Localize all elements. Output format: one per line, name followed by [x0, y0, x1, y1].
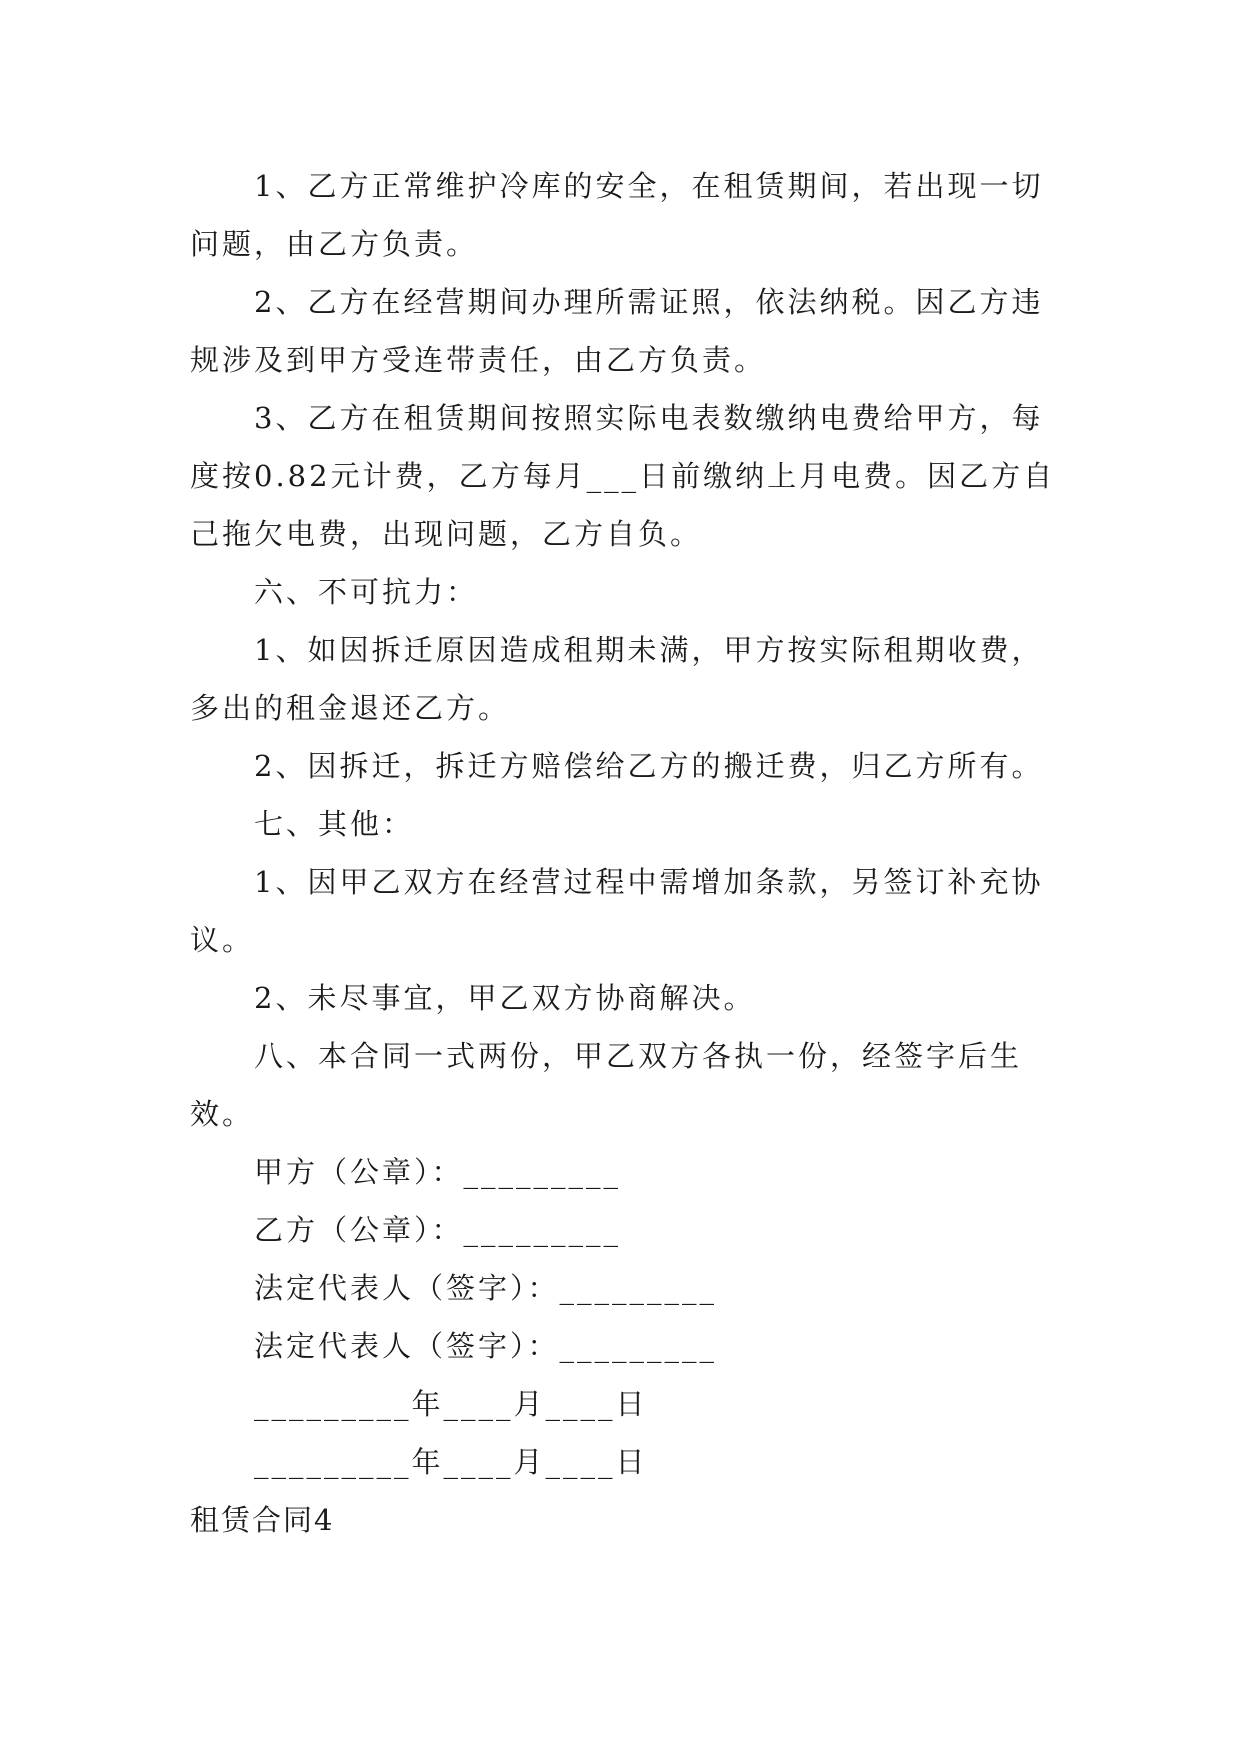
section-heading-copies: 八、本合同一式两份，甲乙双方各执一份，经签字后生效。 [190, 1039, 1023, 1131]
clause-licenses-tax: 2、乙方在经营期间办理所需证照，依法纳税。因乙方违规涉及到甲方受连带责任，由乙方负责。 [190, 285, 1044, 377]
signature-date-a: _________年____月____日 [254, 1387, 648, 1421]
signature-date-b: _________年____月____日 [254, 1445, 648, 1479]
clause-unresolved-matters: 2、未尽事宜，甲乙双方协商解决。 [254, 981, 756, 1015]
clause-maintenance-safety: 1、乙方正常维护冷库的安全，在租赁期间，若出现一切问题，由乙方负责。 [190, 169, 1044, 261]
signature-legal-rep-b: 法定代表人（签字）：_________ [254, 1329, 718, 1363]
clause-electricity-fee: 3、乙方在租赁期间按照实际电表数缴纳电费给甲方，每度按0.82元计费，乙方每月___日前缴纳上月电费。因乙方自己拖欠电费，出现问题，乙方自负。 [190, 401, 1056, 551]
next-contract-title: 租赁合同4 [190, 1503, 335, 1537]
document-body [190, 157, 1070, 1549]
clause-supplementary-agreement: 1、因甲乙双方在经营过程中需增加条款，另签订补充协议。 [190, 865, 1044, 957]
clause-demolition-refund: 1、如因拆迁原因造成租期未满，甲方按实际租期收费，多出的租金退还乙方。 [190, 633, 1044, 725]
signature-party-a-seal: 甲方（公章）：_________ [254, 1155, 622, 1189]
signature-party-b-seal: 乙方（公章）：_________ [254, 1213, 622, 1247]
signature-legal-rep-a: 法定代表人（签字）：_________ [254, 1271, 718, 1305]
section-heading-force-majeure: 六、不可抗力： [254, 575, 479, 609]
clause-relocation-compensation: 2、因拆迁，拆迁方赔偿给乙方的搬迁费，归乙方所有。 [254, 749, 1044, 783]
section-heading-other: 七、其他： [254, 807, 415, 841]
